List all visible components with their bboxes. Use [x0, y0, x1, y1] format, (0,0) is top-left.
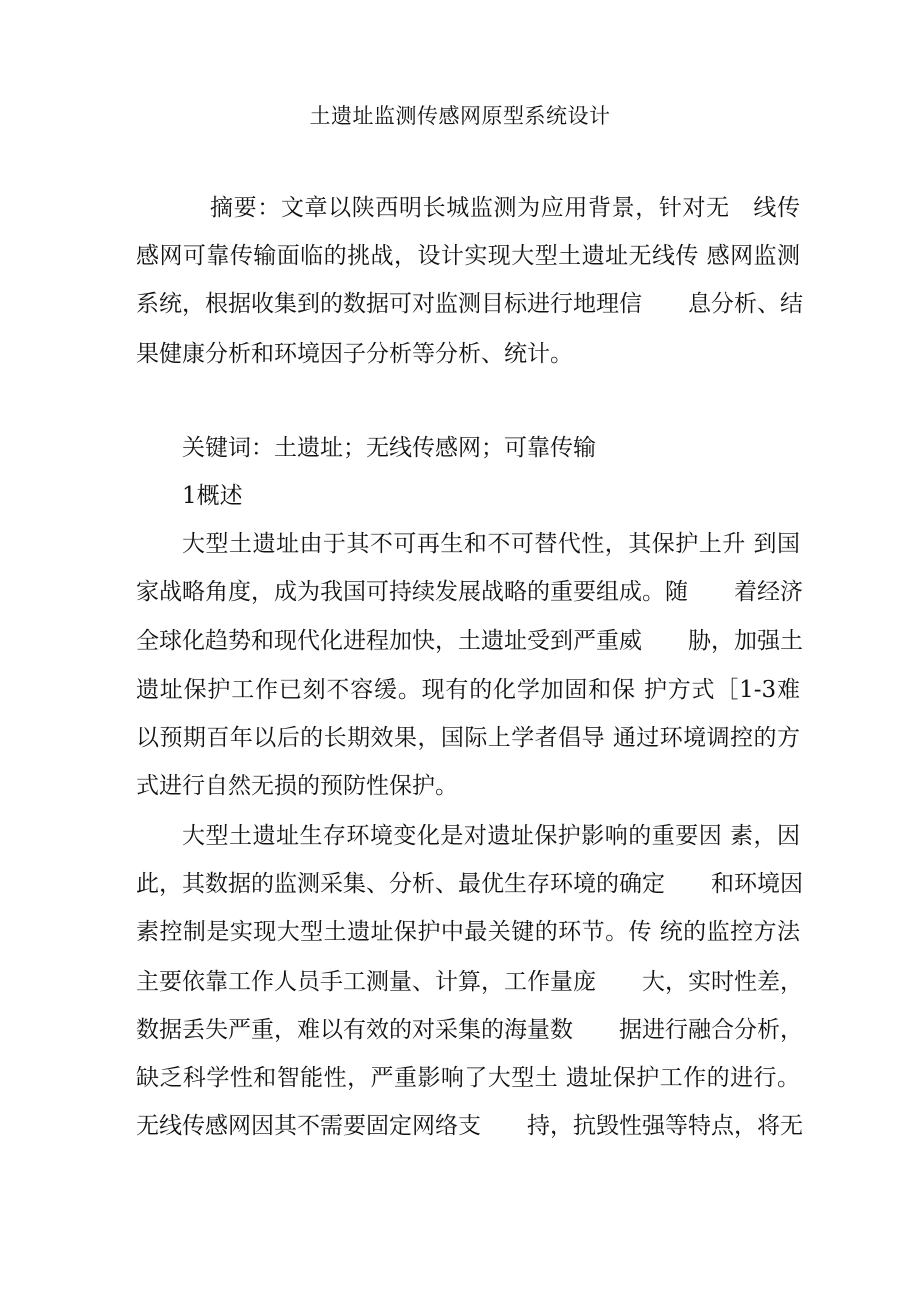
- keywords: 关键词：土遗址；无线传感网；可靠传输: [182, 435, 596, 461]
- abstract-line: 系统，根据收集到的数据可对监测目标进行地理信 息分析、结: [136, 291, 803, 317]
- paragraph-line: 大型土遗址生存环境变化是对遗址保护影响的重要因 素，因: [182, 823, 800, 849]
- paragraph-line: 家战略角度，成为我国可持续发展战略的重要组成。随 着经济: [136, 579, 803, 605]
- document-title: 土遗址监测传感网原型系统设计: [309, 104, 611, 128]
- section-heading: 1概述: [182, 483, 243, 509]
- paragraph-line: 全球化趋势和现代化进程加快，土遗址受到严重威 胁，加强土: [136, 628, 803, 654]
- abstract-line: 果健康分析和环境因子分析等分析、统计。: [136, 341, 573, 367]
- paragraph-line: 无线传感网因其不需要固定网络支 持，抗毁性强等特点，将无: [136, 1113, 803, 1139]
- abstract-line: 感网可靠传输面临的挑战，设计实现大型土遗址无线传 感网监测: [136, 243, 800, 269]
- paragraph-line: 遗址保护工作已刻不容缓。现有的化学加固和保 护方式［1-3难: [136, 677, 800, 703]
- paragraph-line: 主要依靠工作人员手工测量、计算，工作量庞 大，实时性差，: [136, 969, 803, 995]
- paragraph-line: 式进行自然无损的预防性保护。: [136, 773, 458, 799]
- paragraph-line: 以预期百年以后的长期效果，国际上学者倡导 通过环境调控的方: [136, 725, 800, 751]
- paragraph-line: 大型土遗址由于其不可再生和不可替代性，其保护上升 到国: [182, 531, 800, 557]
- paragraph-line: 数据丢失严重，难以有效的对采集的海量数 据进行融合分析，: [136, 1017, 803, 1043]
- paragraph-line: 素控制是实现大型土遗址保护中最关键的环节。传 统的监控方法: [136, 919, 800, 945]
- paragraph-line: 缺乏科学性和智能性，严重影响了大型土 遗址保护工作的进行。: [136, 1065, 800, 1091]
- abstract-line: 摘要：文章以陕西明长城监测为应用背景，针对无 线传: [210, 195, 800, 221]
- paragraph-line: 此，其数据的监测采集、分析、最优生存环境的确定 和环境因: [136, 871, 803, 897]
